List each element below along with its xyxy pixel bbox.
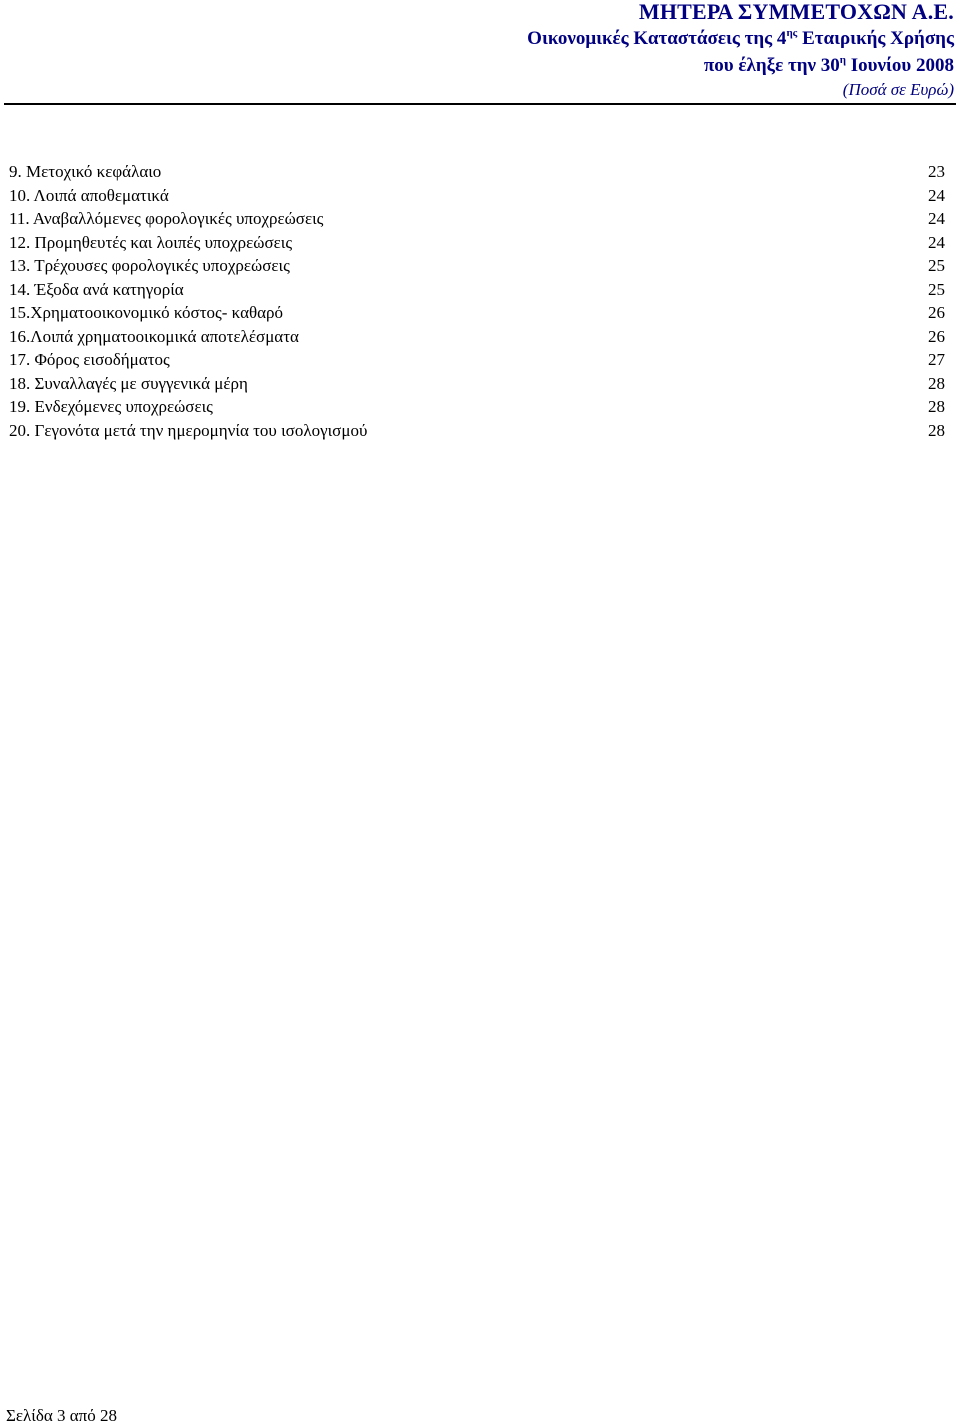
toc-entry-page: 28 <box>928 420 945 440</box>
toc-entry-label: 13. Τρέχουσες φορολογικές υποχρεώσεις <box>9 256 290 275</box>
toc-entry-page: 26 <box>928 303 945 322</box>
toc-entry-label: 9. Μετοχικό κεφάλαιο <box>9 162 162 181</box>
toc-entry-page: 27 <box>928 350 945 369</box>
toc-entry-page: 23 <box>928 162 945 181</box>
document-header <box>14 0 954 100</box>
toc-entry-page: 28 <box>928 373 945 393</box>
toc-entry-label: 18. Συναλλαγές με συγγενικά μέρη <box>9 373 248 393</box>
toc-entry-page: 24 <box>928 209 945 228</box>
toc-entry-label: 17. Φόρος εισοδήματος <box>9 350 170 369</box>
toc-entry-page: 24 <box>928 232 945 252</box>
period-title-sup: η <box>839 53 846 66</box>
toc-entry-label: 19. Ενδεχόμενες υποχρεώσεις <box>9 397 213 416</box>
table-of-contents <box>9 160 945 442</box>
toc-entry-label: 12. Προμηθευτές και λοιπές υποχρεώσεις <box>9 232 293 252</box>
toc-entry[interactable] <box>9 231 945 255</box>
toc-entry-page: 25 <box>928 279 945 299</box>
toc-entry[interactable] <box>9 184 945 208</box>
toc-entry[interactable] <box>9 278 945 302</box>
toc-entry-page: 25 <box>928 256 945 275</box>
statements-title-sup: ης <box>786 26 798 39</box>
toc-entry-label: 10. Λοιπά αποθεματικά <box>9 185 169 205</box>
toc-entry-page: 28 <box>928 397 945 416</box>
toc-entry[interactable] <box>9 325 945 349</box>
toc-entry[interactable] <box>9 160 945 184</box>
toc-entry[interactable] <box>9 301 945 325</box>
period-title-pre: που έληξε την 30 <box>703 55 840 76</box>
period-title-post: Ιουνίου 2008 <box>846 55 954 76</box>
toc-entry[interactable] <box>9 207 945 231</box>
toc-entry[interactable] <box>9 348 945 372</box>
statements-title-post: Εταιρικής Χρήσης <box>797 28 954 49</box>
toc-entry[interactable] <box>9 372 945 396</box>
toc-entry[interactable] <box>9 419 945 443</box>
toc-entry[interactable] <box>9 395 945 419</box>
toc-entry[interactable] <box>9 254 945 278</box>
toc-entry-label: 11. Αναβαλλόμενες φορολογικές υποχρεώσεις <box>9 209 324 228</box>
toc-entry-page: 26 <box>928 326 945 346</box>
toc-entry-label: 20. Γεγονότα μετά την ημερομηνία του ισολογισμού <box>9 420 368 440</box>
header-divider <box>4 103 956 105</box>
toc-entry-page: 24 <box>928 185 945 205</box>
currency-note: (Ποσά σε Ευρώ) <box>842 80 954 99</box>
toc-entry-label: 16.Λοιπά χρηματοοικομικά αποτελέσματα <box>9 326 299 346</box>
statements-title <box>14 27 954 51</box>
company-name: ΜΗΤΕΡΑ ΣΥΜΜΕΤΟΧΩΝ Α.Ε. <box>638 0 954 24</box>
toc-entry-label: 15.Χρηματοοικονομικό κόστος- καθαρό <box>9 303 284 322</box>
period-title <box>14 54 954 78</box>
toc-entry-label: 14. Έξοδα ανά κατηγορία <box>9 279 184 299</box>
page-footer: Σελίδα 3 από 28 <box>6 1406 118 1425</box>
statements-title-pre: Οικονομικές Καταστάσεις της 4 <box>527 28 787 49</box>
